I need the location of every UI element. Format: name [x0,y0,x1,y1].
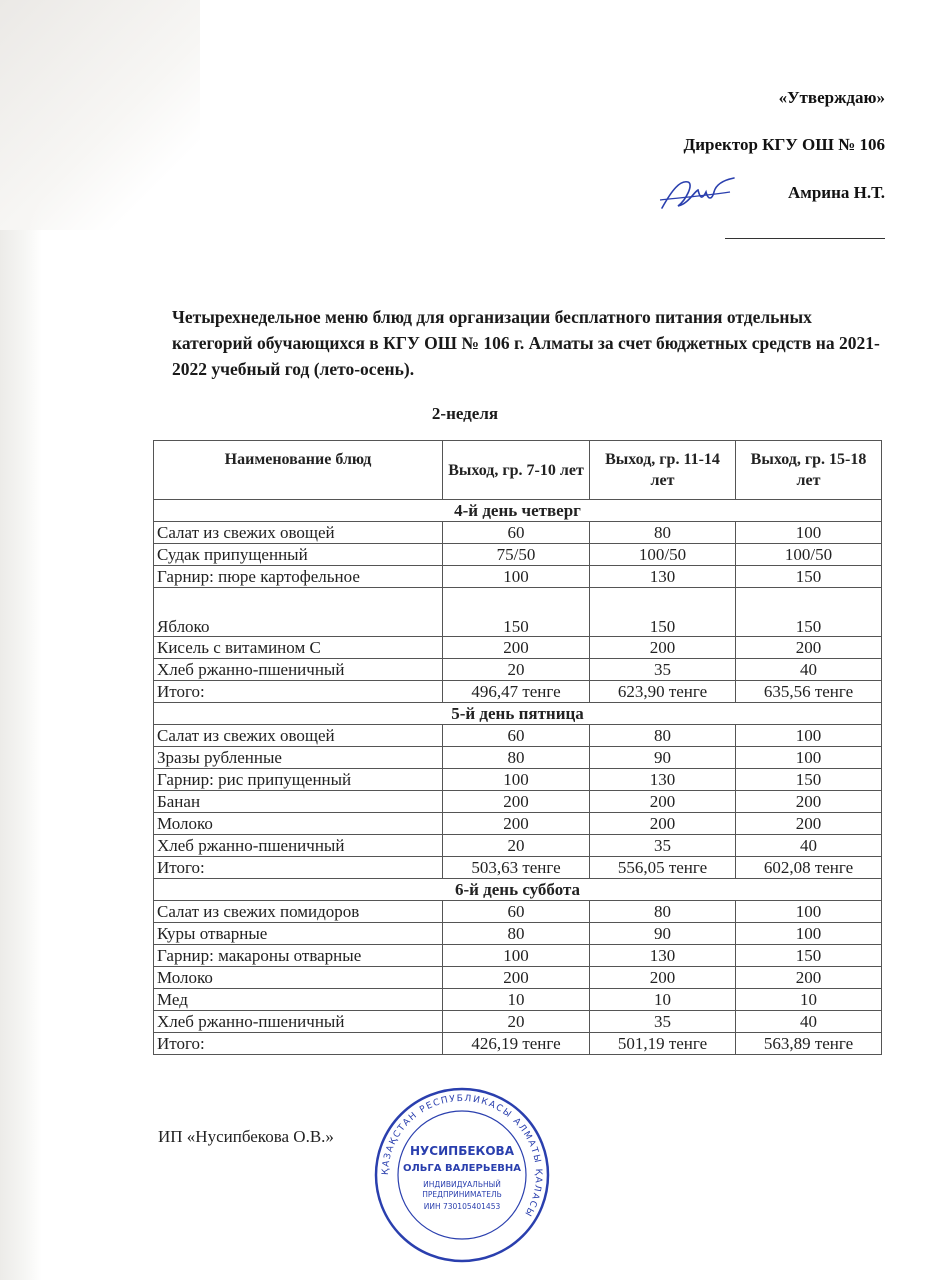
header-dish-name: Наименование блюд [154,441,443,500]
header-age-11-14: Выход, гр. 11-14 лет [590,441,736,500]
portion-cell: 100 [443,945,590,967]
dish-name-cell: Хлеб ржанно-пшеничный [154,1011,443,1033]
header-age-7-10: Выход, гр. 7-10 лет [443,441,590,500]
table-row [154,747,882,769]
stamp-line-1: НУСИПБЕКОВА [410,1144,514,1158]
table-row [154,923,882,945]
portion-cell: 426,19 тенге [443,1033,590,1055]
dish-name-cell: Кисель с витамином С [154,637,443,659]
week-label: 2-неделя [431,404,499,423]
official-stamp [372,1085,552,1265]
table-row [154,522,882,544]
director-signature [658,170,738,218]
portion-cell: 80 [443,923,590,945]
stamp-outer-text: ҚАЗАҚСТАН РЕСПУБЛИКАСЫ АЛМАТЫ ҚАЛАСЫ [380,1093,544,1219]
portion-cell: 556,05 тенге [590,857,736,879]
portion-cell: 40 [736,659,882,681]
portion-cell: 200 [443,813,590,835]
dish-name-cell: Зразы рубленные [154,747,443,769]
portion-cell: 40 [736,835,882,857]
footer-provider: ИП «Нусипбекова О.В.» [158,1127,334,1146]
portion-cell: 623,90 тенге [590,681,736,703]
stamp-line-2: ОЛЬГА ВАЛЕРЬЕВНА [402,1163,522,1174]
menu-table [153,440,882,1055]
portion-cell: 90 [590,747,736,769]
portion-cell: 10 [590,989,736,1011]
table-row [154,588,882,637]
dish-name-cell: Салат из свежих овощей [154,725,443,747]
portion-cell: 35 [590,835,736,857]
portion-cell: 60 [443,725,590,747]
portion-cell: 20 [443,659,590,681]
portion-cell: 563,89 тенге [736,1033,882,1055]
table-row [154,835,882,857]
dish-name-cell: Итого: [154,1033,443,1055]
dish-name-cell: Хлеб ржанно-пшеничный [154,659,443,681]
portion-cell: 200 [590,813,736,835]
portion-cell: 100/50 [590,544,736,566]
portion-cell: 80 [443,747,590,769]
day-header-row [154,703,882,725]
dish-name-cell: Итого: [154,857,443,879]
dish-name-cell: Банан [154,791,443,813]
portion-cell: 100/50 [736,544,882,566]
approve-label: «Утверждаю» [778,88,885,107]
portion-cell: 130 [590,945,736,967]
portion-cell: 150 [736,769,882,791]
portion-cell: 80 [590,522,736,544]
portion-cell: 10 [443,989,590,1011]
portion-cell: 200 [736,967,882,989]
total-row [154,857,882,879]
portion-cell: 100 [443,566,590,588]
table-row [154,725,882,747]
signature-line [725,238,885,239]
portion-cell: 150 [736,945,882,967]
table-row [154,544,882,566]
total-row [154,681,882,703]
document-title: Четырехнедельное меню блюд для организации бесплатного питания отдельных категорий обучающихся в КГУ ОШ № 106 г. Алматы за счет бюджетных средств на 2021-2022 учебный год (лето-осень). [172,307,880,379]
stamp-line-3: ИНДИВИДУАЛЬНЫЙ [423,1180,501,1189]
day-header-row [154,879,882,901]
dish-name-cell: Гарнир: пюре картофельное [154,566,443,588]
table-row [154,791,882,813]
portion-cell: 150 [590,588,736,637]
portion-cell: 200 [590,967,736,989]
portion-cell: 150 [736,566,882,588]
day-header-row [154,500,882,522]
table-row [154,566,882,588]
portion-cell: 60 [443,901,590,923]
dish-name-cell: Салат из свежих овощей [154,522,443,544]
portion-cell: 200 [443,967,590,989]
portion-cell: 200 [736,813,882,835]
portion-cell: 503,63 тенге [443,857,590,879]
table-row [154,989,882,1011]
portion-cell: 10 [736,989,882,1011]
portion-cell: 200 [736,791,882,813]
portion-cell: 501,19 тенге [590,1033,736,1055]
portion-cell: 200 [443,637,590,659]
dish-name-cell: Куры отварные [154,923,443,945]
menu-table-body [154,500,882,1055]
dish-name-cell: Салат из свежих помидоров [154,901,443,923]
portion-cell: 20 [443,1011,590,1033]
dish-name-cell: Яблоко [154,588,443,637]
portion-cell: 100 [443,769,590,791]
portion-cell: 100 [736,747,882,769]
portion-cell: 60 [443,522,590,544]
day-title: 4-й день четверг [154,500,882,522]
table-row [154,769,882,791]
table-header-row [154,441,882,500]
dish-name-cell: Молоко [154,813,443,835]
day-title: 5-й день пятница [154,703,882,725]
portion-cell: 40 [736,1011,882,1033]
portion-cell: 150 [443,588,590,637]
portion-cell: 200 [590,637,736,659]
total-row [154,1033,882,1055]
header-age-15-18: Выход, гр. 15-18 лет [736,441,882,500]
table-row [154,901,882,923]
stamp-line-4: ПРЕДПРИНИМАТЕЛЬ [422,1190,502,1199]
portion-cell: 200 [590,791,736,813]
portion-cell: 90 [590,923,736,945]
portion-cell: 150 [736,588,882,637]
dish-name-cell: Хлеб ржанно-пшеничный [154,835,443,857]
dish-name-cell: Мед [154,989,443,1011]
portion-cell: 602,08 тенге [736,857,882,879]
table-row [154,945,882,967]
portion-cell: 35 [590,1011,736,1033]
dish-name-cell: Молоко [154,967,443,989]
portion-cell: 200 [736,637,882,659]
stamp-line-5: ИИН 730105401453 [423,1202,501,1211]
portion-cell: 496,47 тенге [443,681,590,703]
table-row [154,637,882,659]
director-name: Амрина Н.Т. [787,183,885,202]
table-row [154,967,882,989]
portion-cell: 80 [590,901,736,923]
dish-name-cell: Гарнир: рис припущенный [154,769,443,791]
dish-name-cell: Итого: [154,681,443,703]
scan-corner [0,0,200,230]
director-label: Директор КГУ ОШ № 106 [683,135,885,154]
portion-cell: 100 [736,923,882,945]
portion-cell: 130 [590,566,736,588]
portion-cell: 80 [590,725,736,747]
portion-cell: 100 [736,522,882,544]
portion-cell: 20 [443,835,590,857]
table-row [154,659,882,681]
portion-cell: 35 [590,659,736,681]
portion-cell: 75/50 [443,544,590,566]
table-row [154,813,882,835]
table-row [154,1011,882,1033]
portion-cell: 100 [736,901,882,923]
portion-cell: 130 [590,769,736,791]
day-title: 6-й день суббота [154,879,882,901]
portion-cell: 100 [736,725,882,747]
portion-cell: 635,56 тенге [736,681,882,703]
dish-name-cell: Гарнир: макароны отварные [154,945,443,967]
portion-cell: 200 [443,791,590,813]
dish-name-cell: Судак припущенный [154,544,443,566]
